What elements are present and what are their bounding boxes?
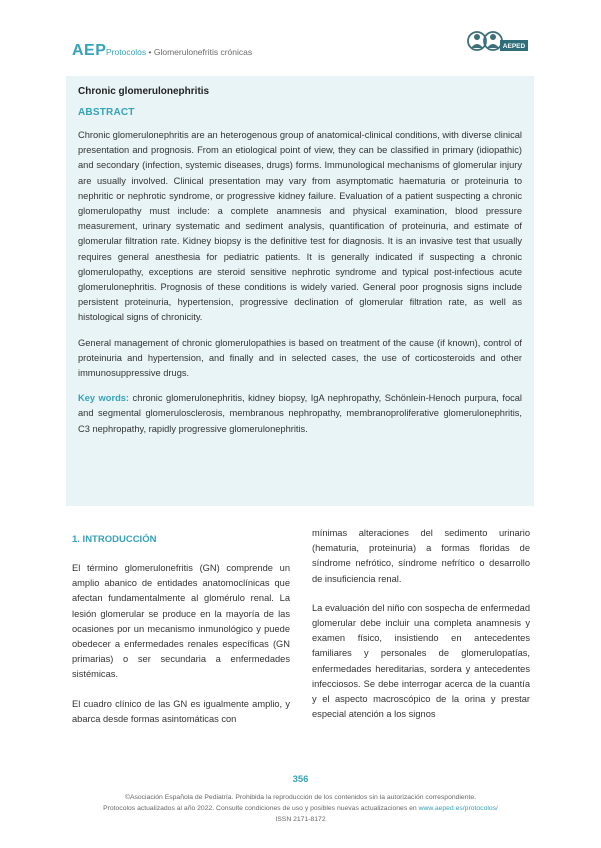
aep-logo: AEP — [72, 42, 107, 59]
footer-copyright: ©Asociación Española de Pediatría. Prohibida la reproducción de los contenidos sin la autorización correspondiente. — [124, 794, 477, 801]
body-column-left — [72, 526, 290, 741]
page-header — [72, 44, 532, 64]
abstract-paragraph-1: Chronic glomerulonephritis are an heterogenous group of anatomical-clinical conditions, with diverse clinical presentation and prognosis. From an etiological point of view, they can be classified in primary (idiopathic) and secondary (infection, systemic diseases, drugs) forms. Immunological mechanisms of glomerular injury are usually involved. Clinical presentation may vary from asymptomatic haematuria or proteinuria to nephritic or nephrotic syndrome, or progressive kidney failure. Evaluation of a patient suspecting a chronic glomerulopathy must include: a complete anamnesis and physical examination, blood pressure measurement, urinary systematic and sediment analysis, quantification of proteinuria, and estimate of glomerular filtration rate. Kidney biopsy is the definitive test for diagnosis. It is an invasive test that usually requires general anesthesia for pediatric patients. It is generally indicated if suspecting a chronic glomerulopathy, exceptions are steroid sensitive nephrotic syndrome and typical post-infectious acute glomerulonephritis. Prognosis of these conditions is widely varied. General poor prognosis signs include persistent proteinuria, hypertension, progressive declination of glomerular filtration rate, as well as histological signs of chronicity. — [78, 130, 522, 323]
body-paragraph: El término glomerulonefritis (GN) comprende un amplio abanico de entidades anatomoclínicas que afectan fundamentalmente al glomérulo renal. La lesión glomerular se produce en la mayoría de las ocasiones por un mecanismo inmunológico y puede obedecer a enfermedades renales específicas (GN primarias) o ser secundaria a enfermedades sistémicas. — [72, 563, 290, 680]
article-title: Chronic glomerulonephritis — [78, 86, 210, 97]
breadcrumb-topic: Glomerulonefritis crónicas — [153, 47, 253, 57]
footer-issn: ISSN 2171-8172 — [275, 816, 326, 823]
section-heading-introduccion: 1. INTRODUCCIÓN — [72, 534, 157, 545]
body-paragraph: El cuadro clínico de las GN es igualmente amplio, y abarca desde formas asintomáticas con — [72, 698, 290, 724]
abstract-heading: ABSTRACT — [78, 107, 135, 118]
abstract-paragraph-2: General management of chronic glomerulopathies is based on treatment of the cause (if known), control of proteinuria and hypertension, and finally and in selected cases, the use of corticosteroids and other immunosuppressive drugs. — [78, 337, 522, 379]
keywords-text: chronic glomerulonephritis, kidney biopsy, IgA nephropathy, Schönlein-Henoch purpura, focal and segmental glomerulosclerosis, membranous nephropathy, membranoproliferative glomerulonephritis, C3 nephropathy, rapidly progressive glomerulonephritis. — [78, 393, 522, 434]
breadcrumb — [106, 47, 252, 57]
body-paragraph: La evaluación del niño con sospecha de enfermedad glomerular debe incluir una completa anamnesis y examen físico, insistiendo en antecedentes familiares y personales de glomerulopatías, enfermedades hereditarias, sordera y antecedentes infecciosos. Se debe interrogar acerca de la cuantía y el aspecto macroscópico de la orina y prestar especial atención a los signos — [312, 602, 530, 720]
keywords-label: Key words: — [78, 393, 130, 404]
body-column-right — [312, 526, 530, 736]
abstract-box — [66, 76, 534, 506]
footer-updates-text: Protocolos actualizados al año 2022. Consulte condiciones de uso y posibles nuevas actualizaciones en — [103, 805, 419, 812]
breadcrumb-separator: • — [146, 47, 154, 57]
breadcrumb-section[interactable]: Protocolos — [106, 47, 147, 57]
body-paragraph: mínimas alteraciones del sedimento urinario (hematuria, proteinuria) a formas floridas de síndrome nefrótico, síndrome nefrítico o desarrollo de insuficiencia renal. — [312, 528, 530, 584]
footer-updates-link[interactable]: www.aeped.es/protocolos/ — [418, 805, 498, 812]
brand-badge-text: AEPED — [502, 43, 526, 51]
page-number: 356 — [292, 774, 309, 785]
keywords — [78, 391, 522, 437]
footer-updates — [0, 805, 601, 812]
aep-brand-logo-icon — [466, 28, 530, 54]
